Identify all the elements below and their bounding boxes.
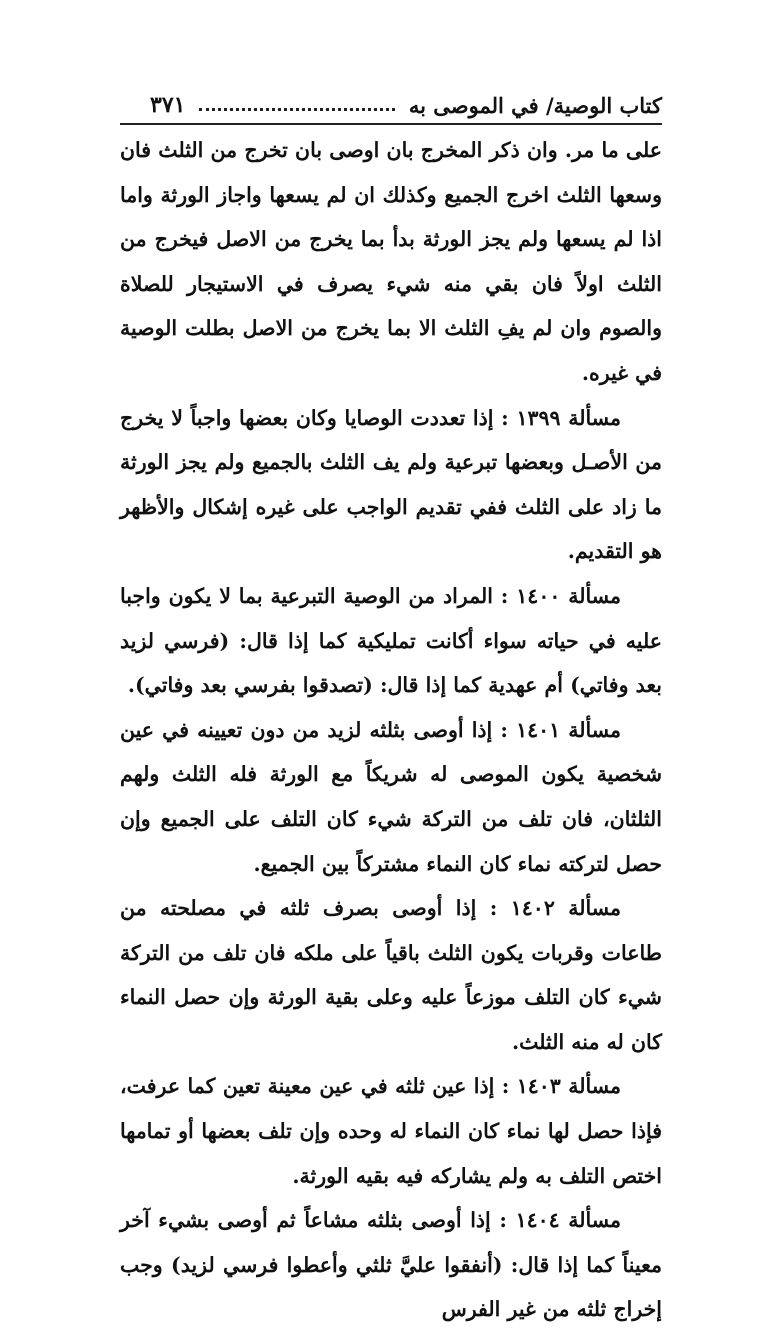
issue-1401: [120, 708, 662, 886]
issue-label: مسألة ١٣٩٩: [516, 405, 621, 430]
issue-1400: [120, 574, 662, 708]
page-number: ٣٧١: [150, 92, 186, 118]
header-title: كتاب الوصية/ في الموصى به: [408, 92, 662, 118]
issue-label: مسألة ١٤٠٢: [510, 896, 622, 921]
issue-text: : إذا أوصى بثلثه لزيد من دون تعيينه في عين شخصية يكون الموصى له شريكاً مع الورثة فله الثلث ولهم الثلثان، فان تلف من التركة شيء كان التلف على الجميع وإن حصل لتركته نماء كان النماء مشتركاً بين الجميع.: [120, 717, 662, 876]
issue-label: مسألة ١٤٠٣: [516, 1074, 621, 1099]
issue-text: : إذا أوصى بثلثه مشاعاً ثم أوصى بشيء آخر معيناً كما إذا قال: (أنفقوا عليَّ ثلثي وأعطوا فرسي لزيد) وجب إخراج ثلثه من غير الفرس: [120, 1208, 662, 1322]
issue-1403: [120, 1064, 662, 1198]
issue-1404: [120, 1198, 662, 1332]
issue-text: : إذا عين ثلثه في عين معينة تعين كما عرفت، فإذا حصل لها نماء كان النماء له وحده وإن تلف بعضها أو تمامها اختص التلف به ولم يشاركه فيه بقيه الورثة.: [120, 1074, 662, 1188]
paragraph: [120, 128, 662, 396]
issue-text: : إذا تعددت الوصايا وكان بعضها واجباً لا يخرج من الأصـل وبعضها تبرعية ولم يف الثلث بالجميع ولم يجز الورثة ما زاد على الثلث ففي تقديم الواجب على غيره إشكال والأظهر هو التقديم.: [120, 405, 662, 564]
header-rule: [120, 123, 662, 125]
issue-text: : المراد من الوصية التبرعية بما لا يكون واجبا عليه في حياته سواء أكانت تمليكية كما إذا قال: (فرسي لزيد بعد وفاتي) أم عهدية كما إذا قال: (تصدقوا بفرسي بعد وفاتي).: [120, 583, 662, 698]
page-body: [120, 128, 662, 1332]
header-dot-leader: [199, 108, 394, 111]
issue-1399: [120, 396, 662, 574]
issue-label: مسألة ١٤٠٤: [515, 1208, 621, 1233]
issue-label: مسألة ١٤٠٠: [516, 583, 622, 608]
paragraph-text: على ما مر. وان ذكر المخرج بان اوصى بان تخرج من الثلث فان وسعها الثلث اخرج الجميع وكذلك ان لم يسعها واجاز الورثة واما اذا لم يسعها ولم يجز الورثة بدأ بما يخرج من الاصل فيخرج من الثلث اولاً فان بقي منه شيء يصرف في الاستيجار للصلاة والصوم وان لم يفِ الثلث الا بما يخرج من الاصل بطلت الوصية في غيره.: [120, 138, 662, 385]
issue-1402: [120, 886, 662, 1064]
issue-text: : إذا أوصى بصرف ثلثه في مصلحته من طاعات وقربات يكون الثلث باقياً على ملكه فان تلف من التركة شيء كان التلف موزعاً عليه وعلى بقية الورثة وإن حصل النماء كان له منه الثلث.: [120, 896, 662, 1054]
running-header: [150, 88, 662, 122]
issue-label: مسألة ١٤٠١: [516, 717, 622, 742]
